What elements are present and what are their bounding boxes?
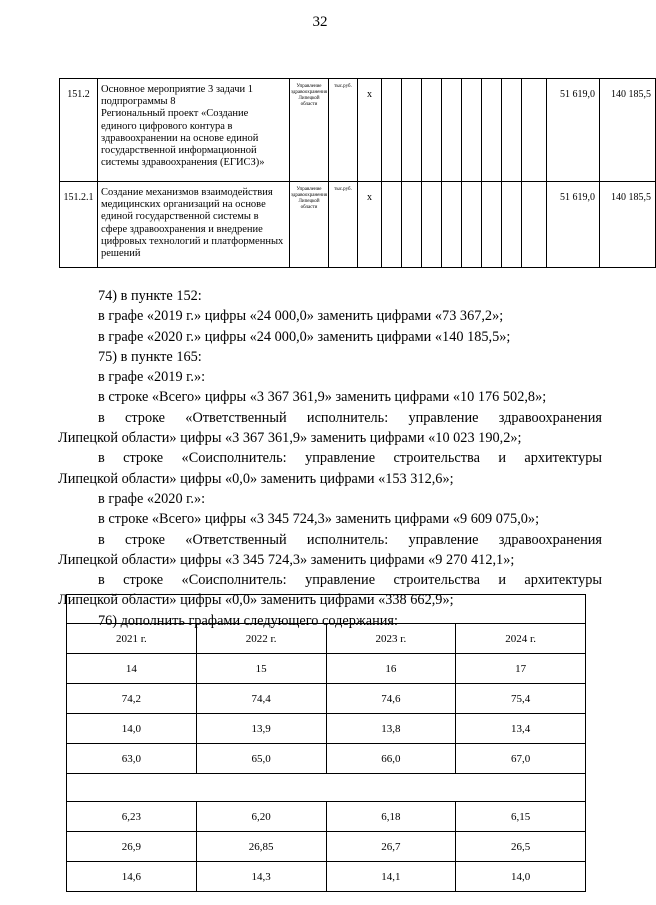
table-cell: 63,0 — [67, 744, 197, 774]
paragraph: в строке «Соисполнитель: управление строительства и архитектуры — [98, 572, 602, 589]
table-row — [67, 802, 586, 832]
row-executor: Управление здравоохранения Липецкой области — [290, 182, 329, 268]
table-cell: 14,1 — [326, 862, 456, 892]
table-cell: 6,18 — [326, 802, 456, 832]
table-row — [67, 744, 586, 774]
table-row — [67, 774, 586, 802]
row-x-mark: х — [358, 79, 382, 182]
table-cell: 14,6 — [67, 862, 197, 892]
program-table — [59, 78, 656, 268]
row-number: 151.2 — [60, 79, 98, 182]
row-unit: тыс.руб. — [329, 182, 358, 268]
paragraph: в строке «Всего» цифры «3 367 361,9» заменить цифрами «10 176 502,8»; — [98, 389, 547, 406]
row-value-2019: 51 619,0 — [547, 79, 600, 182]
table-row — [67, 714, 586, 744]
paragraph: в строке «Всего» цифры «3 345 724,3» заменить цифрами «9 609 075,0»; — [98, 511, 540, 528]
row-value-2019: 51 619,0 — [547, 182, 600, 268]
table-cell: 74,4 — [196, 684, 326, 714]
row-value-2020: 140 185,5 — [600, 79, 656, 182]
table-cell: 67,0 — [456, 744, 586, 774]
table-cell: 26,5 — [456, 832, 586, 862]
amendment-text — [58, 286, 602, 631]
page-number: 32 — [312, 14, 328, 30]
paragraph: в графе «2020 г.» цифры «24 000,0» заменить цифрами «140 185,5»; — [98, 328, 511, 345]
table-row — [67, 832, 586, 862]
paragraph: в графе «2019 г.»: — [98, 369, 206, 386]
row-value-2020: 140 185,5 — [600, 182, 656, 268]
paragraph: в строке «Соисполнитель: управление строительства и архитектуры — [98, 450, 602, 467]
table-cell: 26,9 — [67, 832, 197, 862]
row-unit: тыс.руб. — [329, 79, 358, 182]
table-cell: 6,15 — [456, 802, 586, 832]
paragraph: Липецкой области» цифры «3 345 724,3» заменить цифрами «9 270 412,1»; — [58, 551, 515, 568]
table-cell: 13,9 — [196, 714, 326, 744]
table-cell: 14,0 — [67, 714, 197, 744]
table-row — [67, 862, 586, 892]
column-header: 2021 г. — [67, 624, 197, 654]
table-cell: 14,3 — [196, 862, 326, 892]
table-cell: 6,20 — [196, 802, 326, 832]
table-cell: 6,23 — [67, 802, 197, 832]
row-executor: Управление здравоохранения Липецкой области — [290, 79, 329, 182]
column-header: 2024 г. — [456, 624, 586, 654]
row-x-mark: х — [358, 182, 382, 268]
paragraph: 74) в пункте 152: — [98, 288, 202, 304]
table-cell: 13,4 — [456, 714, 586, 744]
table-cell: 66,0 — [326, 744, 456, 774]
table-cell: 74,2 — [67, 684, 197, 714]
paragraph: в строке «Ответственный исполнитель: управление здравоохранения — [98, 531, 602, 548]
row-description: Основное мероприятие 3 задачи 1 подпрограммы 8 Региональный проект «Создание единого цифрового контура в здравоохранении на основе единой государственной информационной системы здравоохранения (ЕГИСЗ)» — [98, 79, 290, 182]
paragraph: Липецкой области» цифры «3 367 361,9» заменить цифрами «10 023 190,2»; — [58, 430, 522, 447]
table-row — [60, 182, 656, 268]
table-cell: 15 — [196, 654, 326, 684]
table-cell: 14,0 — [456, 862, 586, 892]
paragraph: в графе «2020 г.»: — [98, 490, 206, 507]
table-cell: 74,6 — [326, 684, 456, 714]
table-row — [67, 654, 586, 684]
paragraph: в строке «Ответственный исполнитель: управление здравоохранения — [98, 409, 602, 426]
paragraph: Липецкой области» цифры «0,0» заменить цифрами «153 312,6»; — [58, 470, 454, 487]
row-number: 151.2.1 — [60, 182, 98, 268]
table-cell: 26,85 — [196, 832, 326, 862]
table-cell: 17 — [456, 654, 586, 684]
table-cell: 14 — [67, 654, 197, 684]
table-cell: 65,0 — [196, 744, 326, 774]
table-cell: 26,7 — [326, 832, 456, 862]
column-header: 2022 г. — [196, 624, 326, 654]
paragraph: Липецкой области» цифры «0,0» заменить цифрами «338 662,9»; — [58, 592, 454, 609]
table-cell: 75,4 — [456, 684, 586, 714]
paragraph: в графе «2019 г.» цифры «24 000,0» заменить цифрами «73 367,2»; — [98, 308, 504, 325]
column-header: 2023 г. — [326, 624, 456, 654]
paragraph: 75) в пункте 165: — [98, 348, 202, 365]
table-row — [60, 79, 656, 182]
table-row — [67, 595, 586, 624]
table-row — [67, 684, 586, 714]
row-description: Создание механизмов взаимодействия медицинских организаций на основе единой государственной системы в сфере здравоохранения и внедрение цифровых технологий и платформенных решений — [98, 182, 290, 268]
indicators-table — [66, 594, 586, 892]
table-header-row — [67, 624, 586, 654]
table-cell: 16 — [326, 654, 456, 684]
table-cell: 13,8 — [326, 714, 456, 744]
paragraph: 76) дополнить графами следующего содержания: — [98, 612, 398, 629]
